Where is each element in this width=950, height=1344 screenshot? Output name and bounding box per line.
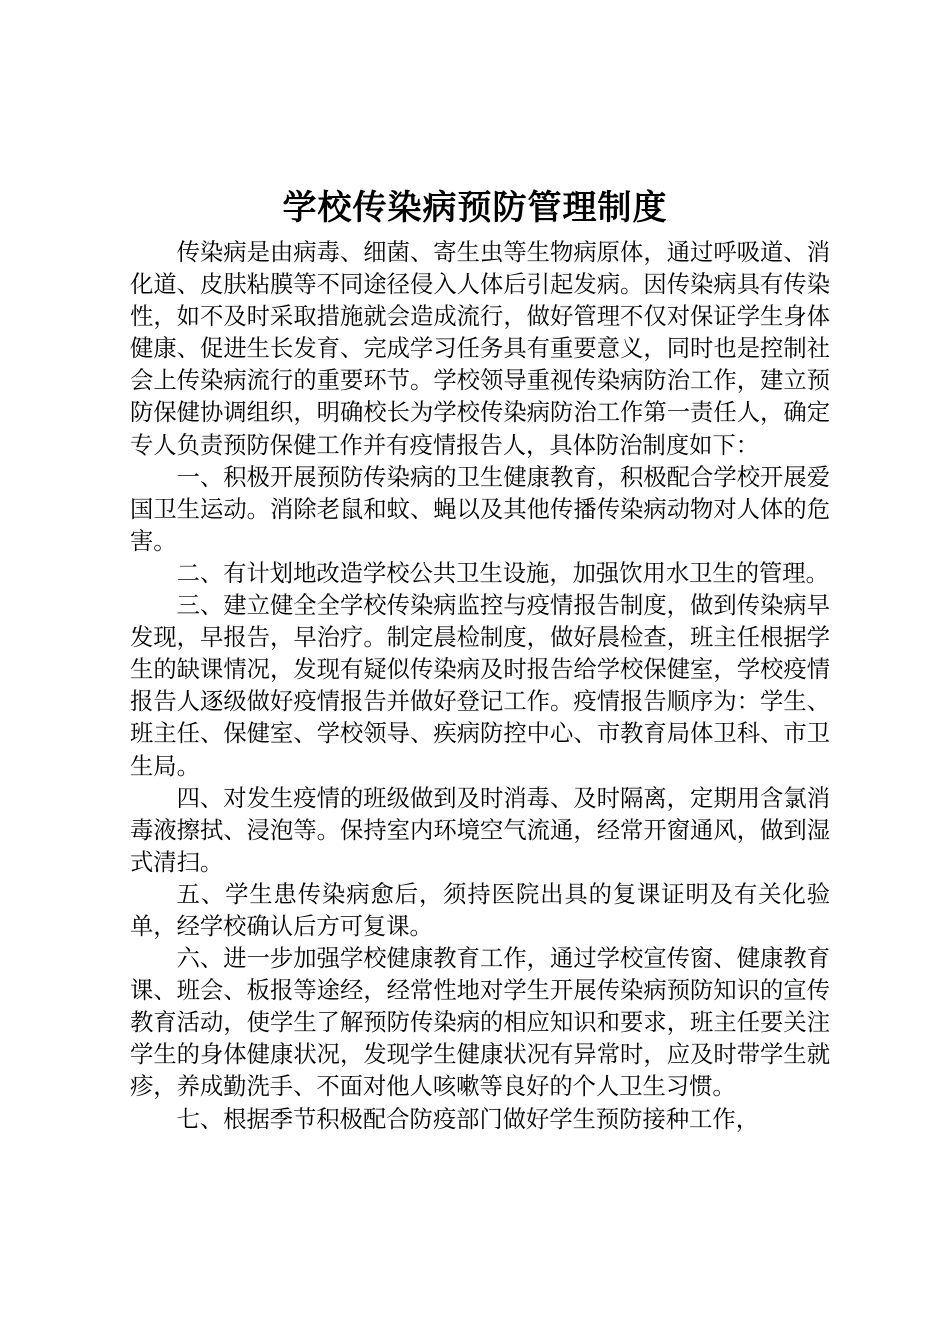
paragraph-intro: 传染病是由病毒、细菌、寄生虫等生物病原体，通过呼吸道、消化道、皮肤粘膜等不同途径侵入人体后引起发病。因传染病具有传染性，如不及时采取措施就会造成流行，做好管理不仅对保证学生身体健康、促进生长发育、完成学习任务具有重要意义，同时也是控制社会上传染病流行的重要环节。学校领导重视传染病防治工作，建立预防保健协调组织，明确校长为学校传染病防治工作第一责任人，确定专人负责预防保健工作并有疫情报告人，具体防治制度如下： bbox=[130, 239, 830, 459]
document-body bbox=[130, 237, 830, 1136]
document-title: 学校传染病预防管理制度 bbox=[282, 188, 668, 228]
paragraph-item-5: 五、学生患传染病愈后，须持医院出具的复课证明及有关化验单，经学校确认后方可复课。 bbox=[130, 880, 830, 940]
paragraph-item-3: 三、建立健全全学校传染病监控与疫情报告制度，做到传染病早发现，早报告，早治疗。制定晨检制度，做好晨检查，班主任根据学生的缺课情况，发现有疑似传染病及时报告给学校保健室，学校疫情报告人逐级做好疫情报告并做好登记工作。疫情报告顺序为：学生、班主任、保健室、学校领导、疾病防控中心、市教育局体卫科、市卫生局。 bbox=[130, 592, 830, 780]
paragraph-item-6: 六、进一步加强学校健康教育工作，通过学校宣传窗、健康教育课、班会、板报等途经，经常性地对学生开展传染病预防知识的宣传教育活动，使学生了解预防传染病的相应知识和要求，班主任要关注学生的身体健康状况，发现学生健康状况有异常时，应及时带学生就疹，养成勤洗手、不面对他人咳嗽等良好的个人卫生习惯。 bbox=[130, 945, 830, 1101]
paragraph-item-2: 二、有计划地改造学校公共卫生设施，加强饮用水卫生的管理。 bbox=[176, 559, 829, 587]
paragraph-item-1: 一、积极开展预防传染病的卫生健康教育，积极配合学校开展爱国卫生运动。消除老鼠和蚊、蝇以及其他传播传染病动物对人体的危害。 bbox=[130, 463, 830, 555]
paragraph-item-7: 七、根据季节积极配合防疫部门做好学生预防接种工作， bbox=[176, 1105, 760, 1133]
paragraph-item-4: 四、对发生疫情的班级做到及时消毒、及时隔离，定期用含氯消毒液擦拭、浸泡等。保持室内环境空气流通，经常开窗通风，做到湿式清扫。 bbox=[130, 784, 830, 876]
